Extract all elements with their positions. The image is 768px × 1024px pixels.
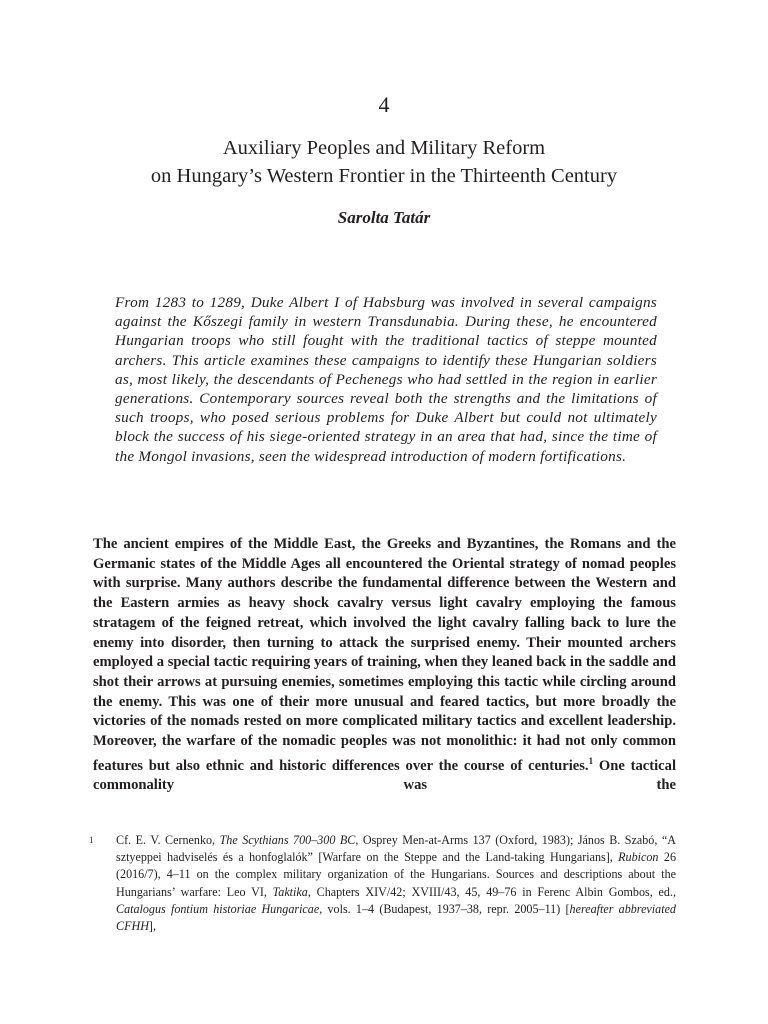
footnote-italic: Rubicon [618,850,659,865]
footnote-marker: 1 [89,835,94,845]
footnote-part: , Osprey Men-at-Arms 137 (Oxford, 1983); János B. Szabó, “A sztyeppei hadviselés és a honfoglalók” [Warfare on the Steppe and the Land-taking Hungarians], [116,833,676,865]
footnote-italic: Taktika [272,884,308,899]
footnote-text [116,832,676,935]
footnote-part: ], [148,919,156,934]
chapter-title [60,134,708,190]
body-paragraph [93,535,676,796]
footnote-reference[interactable]: 1 [588,755,594,766]
abstract: From 1283 to 1289, Duke Albert I of Habsburg was involved in several campaigns against the Kőszegi family in western Transdunabia. During these, he encountered Hungarian troops who still fought with the traditional tactics of steppe mounted archers. This article examines these campaigns to identify these Hungarian soldiers as, most likely, the descendants of Pechenegs who had settled in the region in earlier generations. Contemporary sources reveal both the strengths and the limitations of such troops, who posed serious problems for Duke Albert but could not ultimately block the success of his siege-oriented strategy in an area that had, since the time of the Mongol invasions, seen the widespread introduction of modern fortifications. [115,294,657,465]
chapter-number: 4 [378,92,390,117]
chapter-title-line-1: Auxiliary Peoples and Military Reform [222,137,546,159]
footnote-part: Cf. E. V. Cernenko, [116,833,220,847]
footnote-italic: The Scythians 700–300 BC [219,833,356,847]
body-text-continued: One tactical commonality was the [93,757,677,794]
author-name: Sarolta Tatár [337,208,431,227]
footnote-part: , vols. 1–4 (Budapest, 1937–38, repr. 2005–11) [ [319,901,570,916]
chapter-title-line-2: on Hungary’s Western Frontier in the Thirteenth Century [150,165,618,187]
footnote-italic: Catalogus fontium historiae Hungaricae [116,901,320,916]
body-text: The ancient empires of the Middle East, the Greeks and Byzantines, the Romans and the Germanic states of the Middle Ages all encountered the Oriental strategy of nomad peoples with surprise. Many authors describe the fundamental difference between the Western and the Eastern armies as heavy shock cavalry versus light cavalry employing the famous stratagem of the feigned retreat, which involved the light cavalry falling back to lure the enemy into disorder, then turning to attack the surprised enemy. Their mounted archers employed a special tactic requiring years of training, when they leaned back in the saddle and shot their arrows at pursuing enemies, sometimes employing this tactic while circling around the enemy. This was one of their more unusual and feared tactics, but more broadly the victories of the nomads rested on more complicated military tactics and excellent leadership. Moreover, the warfare of the nomadic peoples was not monolithic: it had not only common features but also ethnic and historic differences over the course of centuries. [93,536,676,774]
footnote [89,832,676,935]
footnote-part: 26 (2016/7), 4–11 on the complex military organization of the Hungarians. Sources and descriptions about the Hungarians’ warfare: Leo VI, [116,850,676,899]
footnote-part: , Chapters XIV/42; XVIII/43, 45, 49–76 in Ferenc Albin Gombos, ed., [307,884,676,899]
footnote-italic: hereafter abbreviated CFHH [116,901,676,934]
